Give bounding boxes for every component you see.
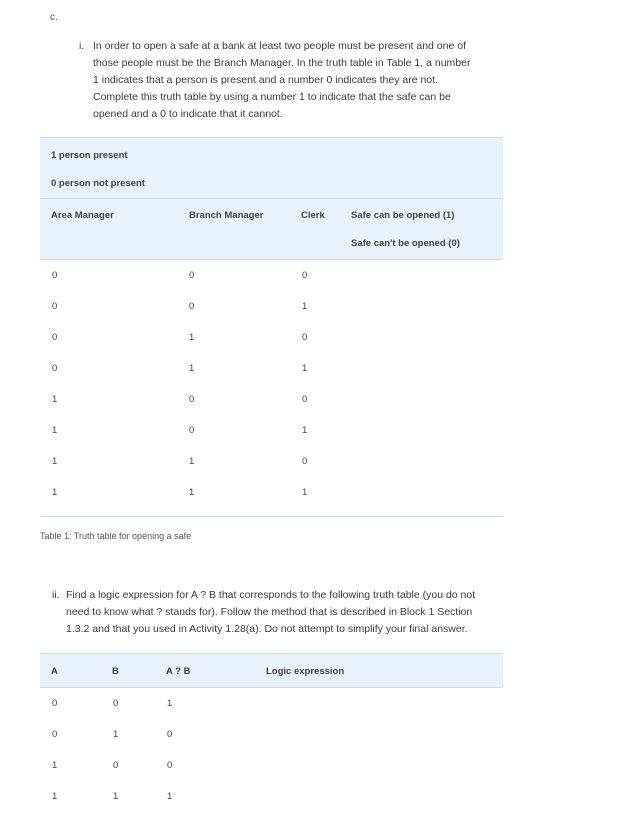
table-cell: 0: [52, 332, 58, 343]
table-cell: 1: [189, 332, 195, 343]
table-cell: 0: [113, 760, 119, 771]
table-cell: 0: [52, 363, 58, 374]
truth-table-body: [40, 258, 503, 517]
header-safe-not-opened: Safe can't be opened (0): [351, 238, 460, 249]
table-cell: 0: [52, 698, 58, 709]
header-a: A: [51, 666, 58, 677]
question-ii-numeral: ii.: [52, 589, 60, 601]
question-i-line: Complete this truth table by using a number 1 to indicate that the safe can be: [93, 91, 451, 103]
table-cell: 1: [52, 456, 58, 467]
truth-table-header: [40, 137, 503, 260]
logic-table-header: [40, 653, 503, 688]
table-bottom-border: [40, 516, 503, 517]
question-ii-line: 1.3.2 and that you used in Activity 1.28(a). Do not attempt to simplify your final answer.: [66, 623, 468, 635]
table-cell: 1: [167, 791, 173, 802]
question-ii-line: need to know what ? stands for). Follow the method that is described in Block 1 Section: [66, 606, 473, 618]
question-i-line: opened and a 0 to indicate that it cannot.: [93, 108, 283, 120]
table-cell: 1: [189, 363, 195, 374]
table-cell: 1: [52, 760, 58, 771]
header-area-manager: Area Manager: [51, 210, 114, 221]
table-cell: 1: [113, 729, 119, 740]
table-cell: 0: [113, 698, 119, 709]
table-cell: 1: [302, 487, 308, 498]
question-i-numeral: i.: [79, 40, 85, 52]
table-cell: 0: [302, 456, 308, 467]
table-cell: 0: [189, 301, 195, 312]
legend-present: 1 person present: [51, 150, 128, 161]
table-cell: 1: [302, 425, 308, 436]
table-cell: 1: [52, 487, 58, 498]
table-cell: 0: [302, 394, 308, 405]
table-cell: 1: [189, 487, 195, 498]
question-i-line: 1 indicates that a person is present and a number 0 indicates they are not.: [93, 74, 438, 86]
table-cell: 0: [52, 729, 58, 740]
table-caption: Table 1: Truth table for opening a safe: [40, 531, 192, 541]
table-cell: 1: [167, 698, 173, 709]
table-cell: 0: [302, 332, 308, 343]
logic-table-body: [40, 687, 503, 818]
table-cell: 0: [167, 729, 173, 740]
header-a-op-b: A ? B: [166, 666, 191, 677]
table-cell: 1: [189, 456, 195, 467]
question-ii: [52, 587, 512, 639]
table-cell: 0: [52, 301, 58, 312]
header-branch-manager: Branch Manager: [189, 210, 264, 221]
table-cell: 1: [302, 363, 308, 374]
header-b: B: [112, 666, 119, 677]
truth-table-safe: [40, 137, 503, 498]
question-i: [79, 38, 509, 124]
table-cell: 1: [302, 301, 308, 312]
table-cell: 0: [52, 270, 58, 281]
table-cell: 1: [52, 791, 58, 802]
legend-not-present: 0 person not present: [51, 178, 145, 189]
part-letter: c.: [50, 12, 58, 23]
table-cell: 0: [167, 760, 173, 771]
question-i-line: those people must be the Branch Manager. In the truth table in Table 1, a number: [93, 57, 471, 69]
question-ii-line: Find a logic expression for A ? B that corresponds to the following truth table (you do not: [66, 589, 476, 601]
table-cell: 0: [189, 425, 195, 436]
header-safe-opened: Safe can be opened (1): [351, 210, 455, 221]
header-logic-expression: Logic expression: [266, 666, 345, 677]
header-clerk: Clerk: [301, 210, 325, 221]
question-ii-text: [66, 587, 475, 638]
table-cell: 1: [113, 791, 119, 802]
question-i-line: In order to open a safe at a bank at least two people must be present and one of: [93, 40, 467, 52]
table-cell: 0: [189, 270, 195, 281]
header-divider: [40, 198, 503, 199]
question-i-text: [93, 38, 470, 123]
table-cell: 1: [52, 394, 58, 405]
table-cell: 0: [189, 394, 195, 405]
table-cell: 1: [52, 425, 58, 436]
table-cell: 0: [302, 270, 308, 281]
